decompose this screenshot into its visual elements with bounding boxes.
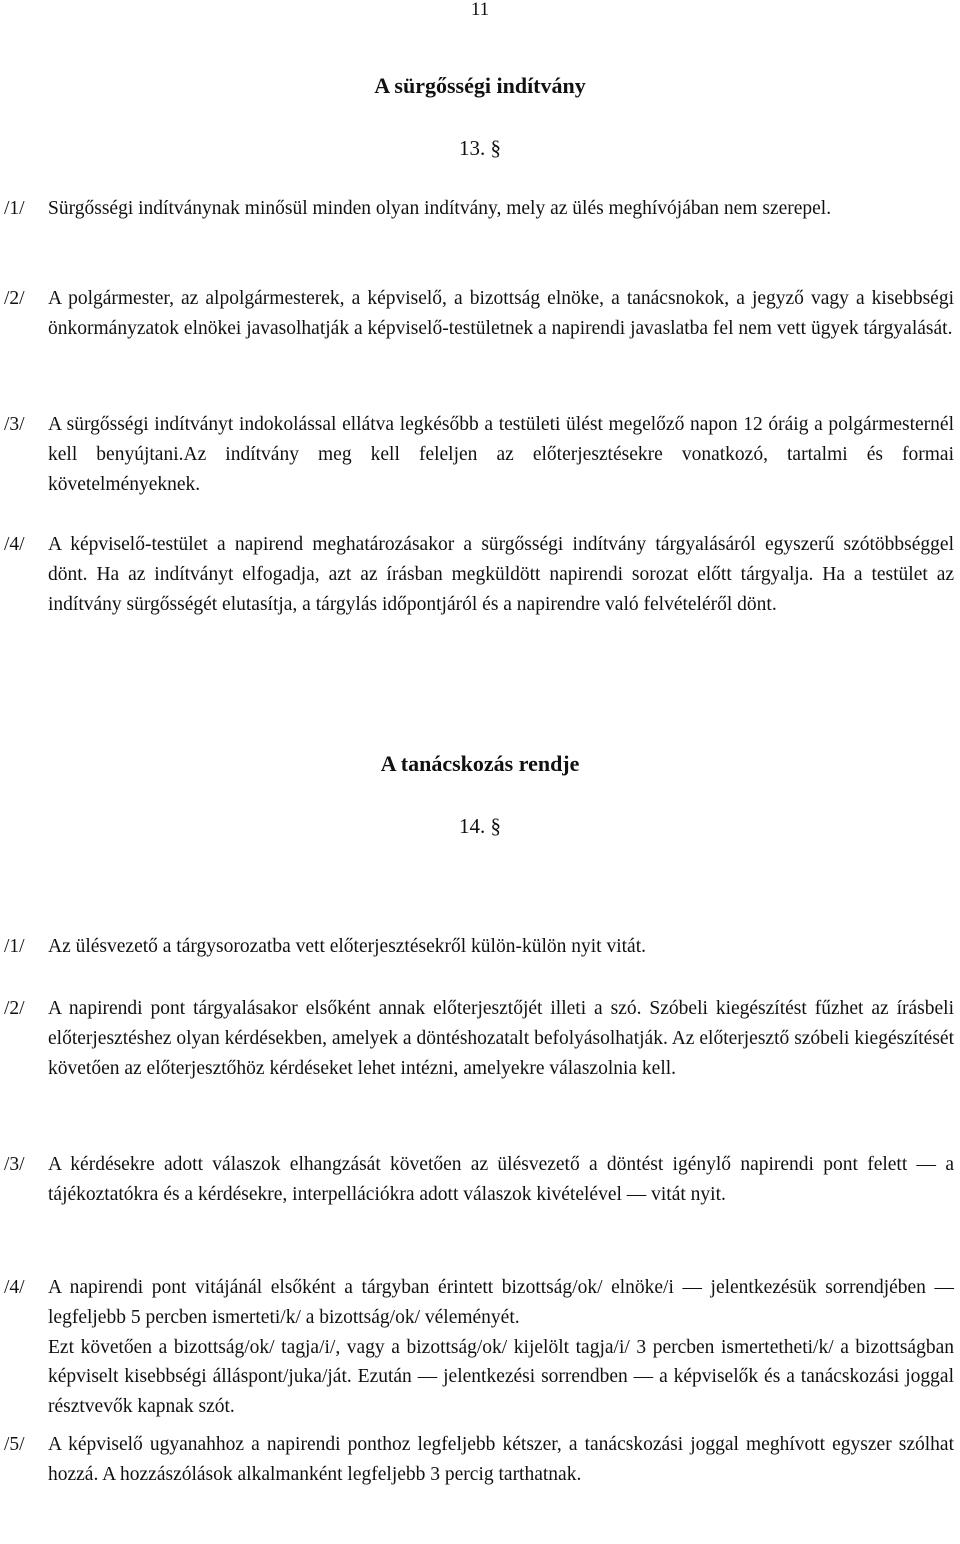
paragraph-number: /4/	[4, 534, 25, 555]
paragraph-text: A polgármester, az alpolgármesterek, a képviselő, a bizottság elnöke, a tanácsnokok, a jegyző vagy a kisebbségi önkormányzatok elnökei javasolhatják a képviselő-testületnek a napirendi javaslatba fel nem vett ügyek tárgyalását.	[48, 288, 954, 339]
paragraph-number: /5/	[4, 1434, 25, 1455]
paragraph-text-continued: Ezt követően a bizottság/ok/ tagja/i/, vagy a bizottság/ok/ kijelölt tagja/i/ 3 percben ismertetheti/k/ a bizottságban képviselt kisebbségi álláspont/juka/ját. Ezután — jelentkezési sorrendben — a képviselők és a tanácskozási joggal résztvevők kapnak szót.	[48, 1336, 954, 1418]
section-number-13: 13. §	[459, 136, 501, 160]
paragraph-text: A napirendi pont tárgyalásakor elsőként annak előterjesztőjét illeti a szó. Szóbeli kiegészítést fűzhet az írásbeli előterjesztéshez olyan kérdésekben, amelyek a döntéshozatalt befolyásolhatják. Az előterjesztő szóbeli kiegészítését követően az előterjesztőhöz kérdéseket lehet intézni, amelyekre válaszolnia kell.	[48, 998, 954, 1079]
paragraph-13-1	[4, 194, 954, 224]
paragraph-text: A sürgősségi indítványt indokolással ellátva legkésőbb a testületi ülést megelőző napon 12 óráig a polgármesternél kell benyújtani.Az indítvány meg kell feleljen az előterjesztésekre vonatkozó, tartalmi és formai követelményeknek.	[48, 414, 954, 495]
paragraph-14-3	[4, 1150, 954, 1210]
paragraph-number: /2/	[4, 998, 25, 1019]
section-heading-order-of-deliberation: A tanácskozás rendje	[380, 751, 580, 776]
paragraph-text: Sürgősségi indítványnak minősül minden olyan indítvány, mely az ülés meghívójában nem szerepel.	[48, 198, 832, 219]
paragraph-14-5	[4, 1430, 954, 1490]
paragraph-text: A kérdésekre adott válaszok elhangzását követően az ülésvezető a döntést igénylő napirendi pont felett — a tájékoztatókra és a kérdésekre, interpellációkra adott válaszok kivételével — vitát nyit.	[48, 1154, 954, 1205]
paragraph-13-4	[4, 530, 954, 619]
paragraph-14-1	[4, 932, 954, 962]
page-number: 11	[470, 0, 490, 20]
paragraph-number: /3/	[4, 414, 25, 435]
paragraph-number: /1/	[4, 936, 25, 957]
paragraph-number: /2/	[4, 288, 25, 309]
paragraph-13-2	[4, 284, 954, 344]
paragraph-number: /4/	[4, 1277, 25, 1298]
paragraph-14-2	[4, 994, 954, 1083]
paragraph-text: A napirendi pont vitájánál elsőként a tárgyban érintett bizottság/ok/ elnöke/i — jelentkezésük sorrendjében — legfeljebb 5 percben ismerteti/k/ a bizottság/ok/ véleményét.	[48, 1277, 954, 1328]
paragraph-13-3	[4, 410, 954, 499]
section-heading-urgent-motion: A sürgősségi indítvány	[374, 73, 586, 98]
paragraph-14-4	[4, 1273, 954, 1422]
paragraph-number: /1/	[4, 198, 25, 219]
section-number-14: 14. §	[459, 814, 501, 838]
paragraph-text: Az ülésvezető a tárgysorozatba vett előterjesztésekről külön-külön nyit vitát.	[48, 936, 646, 957]
paragraph-number: /3/	[4, 1154, 25, 1175]
paragraph-text: A képviselő-testület a napirend meghatározásakor a sürgősségi indítvány tárgyalásáról egyszerű szótöbbséggel dönt. Ha az indítványt elfogadja, azt az írásban megküldött napirendi sorozat előtt tárgyalja. Ha a testület az indítvány sürgősségét elutasítja, a tárgylás időpontjáról és a napirendre való felvételéről dönt.	[48, 534, 954, 615]
paragraph-text: A képviselő ugyanahhoz a napirendi ponthoz legfeljebb kétszer, a tanácskozási joggal meghívott egyszer szólhat hozzá. A hozzászólások alkalmanként legfeljebb 3 percig tarthatnak.	[48, 1434, 954, 1485]
